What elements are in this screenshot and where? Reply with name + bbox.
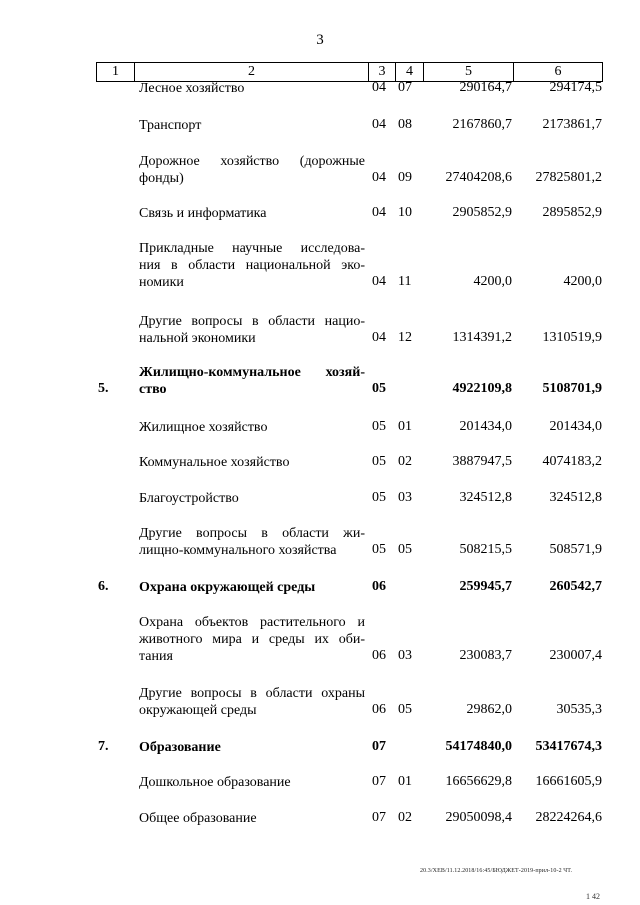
value-2020: 290164,7 <box>459 80 512 95</box>
row-name-line: Прикладные научные исследова- <box>139 241 365 256</box>
value-2020: 16656629,8 <box>445 774 512 789</box>
row-name-line: Дорожное хозяйство (дорожные <box>139 154 365 169</box>
section-code: 04 <box>372 117 386 132</box>
row-name-line: Благоустройство <box>139 491 239 506</box>
header-col-1: 1 <box>97 63 135 81</box>
value-2020: 259945,7 <box>459 579 512 594</box>
section-code: 07 <box>372 774 386 789</box>
value-2021: 4200,0 <box>563 274 602 289</box>
value-2021: 260542,7 <box>549 579 602 594</box>
row-name <box>139 810 365 827</box>
row-name <box>139 579 365 596</box>
row-name <box>139 739 365 756</box>
value-2021: 4074183,2 <box>542 454 602 469</box>
section-code: 07 <box>372 739 386 754</box>
section-code: 04 <box>372 170 386 185</box>
row-name-line: Другие вопросы в области нацио- <box>139 314 365 329</box>
header-col-6: 6 <box>514 63 603 81</box>
section-code: 04 <box>372 80 386 95</box>
row-name-line: Образование <box>139 740 221 755</box>
subsection-code: 07 <box>398 80 412 95</box>
section-number: 5. <box>98 381 109 396</box>
section-number: 7. <box>98 739 109 754</box>
row-name-line: номики <box>139 275 184 290</box>
value-2020: 201434,0 <box>459 419 512 434</box>
row-name-line: Дошкольное образование <box>139 775 291 790</box>
row-name-line: Другие вопросы в области жи- <box>139 526 365 541</box>
row-name-line: тания <box>139 649 173 664</box>
value-2021: 230007,4 <box>549 648 602 663</box>
value-2021: 27825801,2 <box>535 170 602 185</box>
section-code: 06 <box>372 648 386 663</box>
subsection-code: 09 <box>398 170 412 185</box>
value-2020: 2905852,9 <box>452 205 512 220</box>
table-header <box>96 62 603 82</box>
value-2020: 54174840,0 <box>445 739 512 754</box>
value-2020: 1314391,2 <box>452 330 512 345</box>
section-code: 04 <box>372 330 386 345</box>
value-2020: 3887947,5 <box>452 454 512 469</box>
row-name-line: Охрана окружающей среды <box>139 580 316 595</box>
value-2020: 29862,0 <box>466 702 512 717</box>
header-col-5: 5 <box>424 63 514 81</box>
row-name-line: ство <box>139 382 167 397</box>
row-name <box>139 685 365 719</box>
subsection-code: 03 <box>398 648 412 663</box>
row-name <box>139 205 365 222</box>
subsection-code: 01 <box>398 774 412 789</box>
row-name <box>139 525 365 559</box>
section-code: 07 <box>372 810 386 825</box>
row-name <box>139 240 365 291</box>
subsection-code: 01 <box>398 419 412 434</box>
subsection-code: 02 <box>398 810 412 825</box>
row-name <box>139 490 365 507</box>
corner-mark: 1 42 <box>586 892 600 901</box>
row-name <box>139 419 365 436</box>
row-name-line: лищно-коммунального хозяйства <box>139 543 337 558</box>
section-code: 04 <box>372 274 386 289</box>
section-code: 05 <box>372 490 386 505</box>
row-name-line: Лесное хозяйство <box>139 81 245 96</box>
row-name-line: Транспорт <box>139 118 202 133</box>
value-2020: 27404208,6 <box>445 170 512 185</box>
subsection-code: 08 <box>398 117 412 132</box>
subsection-code: 12 <box>398 330 412 345</box>
value-2021: 1310519,9 <box>542 330 602 345</box>
value-2021: 5108701,9 <box>542 381 602 396</box>
row-name <box>139 117 365 134</box>
row-name <box>139 313 365 347</box>
row-name-line: окружающей среды <box>139 703 257 718</box>
section-number: 6. <box>98 579 109 594</box>
value-2020: 508215,5 <box>459 542 512 557</box>
section-code: 05 <box>372 381 386 396</box>
subsection-code: 11 <box>398 274 412 289</box>
row-name <box>139 153 365 187</box>
page-number: 3 <box>316 32 324 48</box>
value-2021: 201434,0 <box>549 419 602 434</box>
value-2020: 29050098,4 <box>445 810 512 825</box>
value-2020: 324512,8 <box>459 490 512 505</box>
value-2020: 4200,0 <box>473 274 512 289</box>
value-2021: 2895852,9 <box>542 205 602 220</box>
section-code: 06 <box>372 702 386 717</box>
value-2021: 508571,9 <box>549 542 602 557</box>
row-name-line: ния в области национальной эко- <box>139 258 365 273</box>
row-name-line: Жилищно-коммунальное хозяй- <box>139 365 365 380</box>
value-2021: 294174,5 <box>549 80 602 95</box>
row-name-line: Жилищное хозяйство <box>139 420 268 435</box>
section-code: 04 <box>372 205 386 220</box>
row-name-line: Охрана объектов растительного и <box>139 615 365 630</box>
section-code: 05 <box>372 542 386 557</box>
value-2020: 2167860,7 <box>452 117 512 132</box>
subsection-code: 05 <box>398 702 412 717</box>
row-name-line: животного мира и среды их оби- <box>139 632 365 647</box>
row-name <box>139 80 365 97</box>
value-2020: 4922109,8 <box>452 381 512 396</box>
value-2021: 30535,3 <box>556 702 602 717</box>
subsection-code: 10 <box>398 205 412 220</box>
value-2021: 324512,8 <box>549 490 602 505</box>
subsection-code: 02 <box>398 454 412 469</box>
value-2021: 53417674,3 <box>535 739 602 754</box>
value-2021: 28224264,6 <box>535 810 602 825</box>
row-name <box>139 454 365 471</box>
header-col-3: 3 <box>369 63 396 81</box>
section-code: 05 <box>372 454 386 469</box>
header-col-4: 4 <box>396 63 424 81</box>
row-name <box>139 774 365 791</box>
subsection-code: 05 <box>398 542 412 557</box>
row-name-line: фонды) <box>139 171 184 186</box>
value-2020: 230083,7 <box>459 648 512 663</box>
row-name-line: Другие вопросы в области охраны <box>139 686 365 701</box>
value-2021: 16661605,9 <box>535 774 602 789</box>
row-name <box>139 614 365 665</box>
section-code: 06 <box>372 579 386 594</box>
row-name <box>139 364 365 398</box>
row-name-line: Общее образование <box>139 811 257 826</box>
row-name-line: Связь и информатика <box>139 206 267 221</box>
subsection-code: 03 <box>398 490 412 505</box>
row-name-line: Коммунальное хозяйство <box>139 455 290 470</box>
document-footer: 20.3/ХЕВ/11.12.2018/16:45/БЮДЖЕТ-2019-прил-10-2 ЧТ. <box>420 868 573 874</box>
section-code: 05 <box>372 419 386 434</box>
row-name-line: нальной экономики <box>139 331 256 346</box>
value-2021: 2173861,7 <box>542 117 602 132</box>
header-col-2: 2 <box>135 63 369 81</box>
